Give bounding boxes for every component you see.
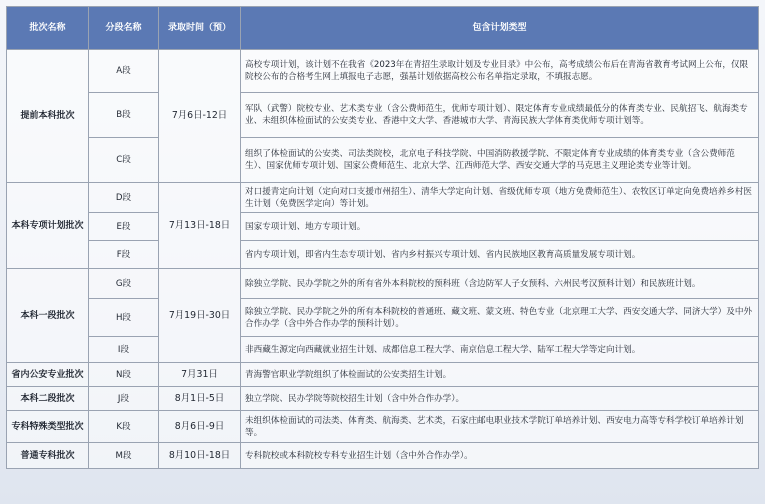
header-time: 录取时间（预）	[159, 7, 241, 50]
types-cell: 未组织体检面试的司法类、体育类、航海类、艺术类，石家庄邮电职业技术学院订单培养计划、西安电力高等专科学校订单培养计划等。	[241, 411, 759, 443]
table-row	[7, 183, 759, 213]
time-cell: 8月1日-5日	[159, 387, 241, 411]
table-row	[7, 241, 759, 269]
batch-cell: 专科特殊类型批次	[7, 411, 89, 443]
header-types: 包含计划类型	[241, 7, 759, 50]
batch-cell: 本科专项计划批次	[7, 183, 89, 269]
time-cell: 7月19日-30日	[159, 269, 241, 363]
table-row	[7, 299, 759, 337]
segment-cell: M段	[89, 443, 159, 469]
types-cell: 对口援青定向计划（定向对口支援市州招生）、清华大学定向计划、省级优师专项（地方免费师范生）、农牧区订单定向免费培养乡村医生计划（免费医学定向）等计划。	[241, 183, 759, 213]
segment-cell: I段	[89, 337, 159, 363]
time-cell: 8月10日-18日	[159, 443, 241, 469]
segment-cell: J段	[89, 387, 159, 411]
table-row	[7, 363, 759, 387]
types-cell: 国家专项计划、地方专项计划。	[241, 213, 759, 241]
table-row	[7, 213, 759, 241]
header-batch: 批次名称	[7, 7, 89, 50]
types-cell: 青海警官职业学院组织了体检面试的公安类招生计划。	[241, 363, 759, 387]
segment-cell: D段	[89, 183, 159, 213]
batch-cell: 提前本科批次	[7, 50, 89, 183]
types-cell: 高校专项计划，该计划不在我省《2023年在青招生录取计划及专业目录》中公布，高考成绩公布后在青海省教育考试网上公布，仅限院校公布的合格考生网上填报电子志愿，强基计划依据高校公布名单指定录取，不填报志愿。	[241, 50, 759, 93]
table-row	[7, 411, 759, 443]
time-cell: 7月6日-12日	[159, 50, 241, 183]
admission-schedule	[6, 6, 758, 469]
table-row	[7, 138, 759, 183]
table-header-row	[7, 7, 759, 50]
batch-cell: 普通专科批次	[7, 443, 89, 469]
table-row	[7, 93, 759, 138]
types-cell: 除独立学院、民办学院之外的所有省外本科院校的预科班（含边防军人子女预科、六州民考汉预科计划）和民族班计划。	[241, 269, 759, 299]
table-row	[7, 387, 759, 411]
segment-cell: B段	[89, 93, 159, 138]
segment-cell: K段	[89, 411, 159, 443]
table-row	[7, 443, 759, 469]
types-cell: 省内专项计划，即省内生态专项计划、省内乡村振兴专项计划、省内民族地区教育高质量发展专项计划。	[241, 241, 759, 269]
admission-schedule-table	[6, 6, 759, 469]
segment-cell: H段	[89, 299, 159, 337]
types-cell: 独立学院、民办学院等院校招生计划（含中外合作办学）。	[241, 387, 759, 411]
types-cell: 专科院校或本科院校专科专业招生计划（含中外合作办学）。	[241, 443, 759, 469]
segment-cell: C段	[89, 138, 159, 183]
segment-cell: E段	[89, 213, 159, 241]
batch-cell: 省内公安专业批次	[7, 363, 89, 387]
batch-cell: 本科一段批次	[7, 269, 89, 363]
segment-cell: G段	[89, 269, 159, 299]
table-row	[7, 50, 759, 93]
time-cell: 7月31日	[159, 363, 241, 387]
types-cell: 组织了体检面试的公安类、司法类院校，北京电子科技学院、中国消防救援学院、不限定体育专业成绩的体育类专业（含公费师范生）、国家优师专项计划、国家公费师范生、北京大学、江西师范大学、西安交通大学的马克思主义理论类专业等计划。	[241, 138, 759, 183]
batch-cell: 本科二段批次	[7, 387, 89, 411]
types-cell: 军队（武警）院校专业、艺术类专业（含公费师范生，优师专项计划）、限定体育专业成绩最低分的体育类专业、民航招飞、航海类专业、未组织体检面试的公安类专业、香港中文大学、香港城市大学、青海民族大学体育类优师专项计划等。	[241, 93, 759, 138]
table-row	[7, 337, 759, 363]
time-cell: 8月6日-9日	[159, 411, 241, 443]
header-segment: 分段名称	[89, 7, 159, 50]
segment-cell: N段	[89, 363, 159, 387]
types-cell: 除独立学院、民办学院之外的所有本科院校的普通班、藏文班、蒙文班、特色专业（北京理工大学、西安交通大学、同济大学）及中外合作办学（含中外合作办学的预科计划）。	[241, 299, 759, 337]
time-cell: 7月13日-18日	[159, 183, 241, 269]
segment-cell: A段	[89, 50, 159, 93]
types-cell: 非西藏生源定向西藏就业招生计划、成都信息工程大学、南京信息工程大学、陆军工程大学等定向计划。	[241, 337, 759, 363]
table-row	[7, 269, 759, 299]
segment-cell: F段	[89, 241, 159, 269]
